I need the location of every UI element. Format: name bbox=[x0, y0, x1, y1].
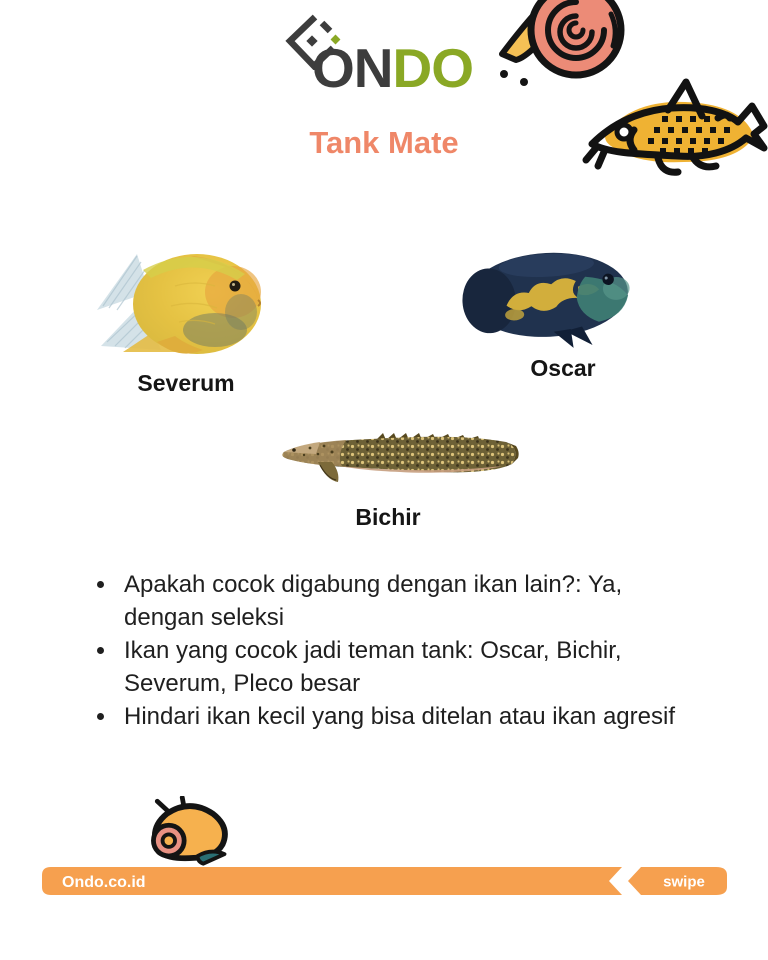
fish-label-severum: Severum bbox=[137, 370, 235, 396]
footer-bar bbox=[40, 866, 730, 896]
brand-logo-dark-part: ON bbox=[312, 37, 393, 99]
bullet-item bbox=[118, 634, 703, 700]
oscar-fish-image bbox=[460, 250, 640, 350]
bullet-text: Apakah cocok digabung dengan ikan lain?: Ya, dengan seleksi bbox=[124, 571, 623, 631]
severum-fish-image bbox=[95, 246, 265, 361]
snail-illustration-icon bbox=[140, 796, 236, 868]
fish-label-oscar: Oscar bbox=[530, 355, 596, 381]
bullet-text: Ikan yang cocok jadi teman tank: Oscar, Bichir, Severum, Pleco besar bbox=[124, 637, 622, 697]
corydoras-fish-illustration-icon bbox=[580, 70, 768, 192]
bichir-fish-image bbox=[280, 428, 520, 486]
info-bullet-list bbox=[90, 568, 703, 733]
bullet-item bbox=[118, 568, 703, 634]
bullet-text: Hindari ikan kecil yang bisa ditelan atau ikan agresif bbox=[124, 703, 675, 730]
fish-label-bichir: Bichir bbox=[355, 504, 421, 530]
brand-logo bbox=[312, 37, 473, 99]
bullet-item bbox=[118, 700, 703, 733]
page-title: Tank Mate bbox=[309, 125, 459, 160]
swipe-label[interactable]: swipe bbox=[663, 873, 705, 891]
brand-logo-green-part: DO bbox=[392, 37, 473, 99]
footer-brand-text: Ondo.co.id bbox=[62, 874, 146, 891]
